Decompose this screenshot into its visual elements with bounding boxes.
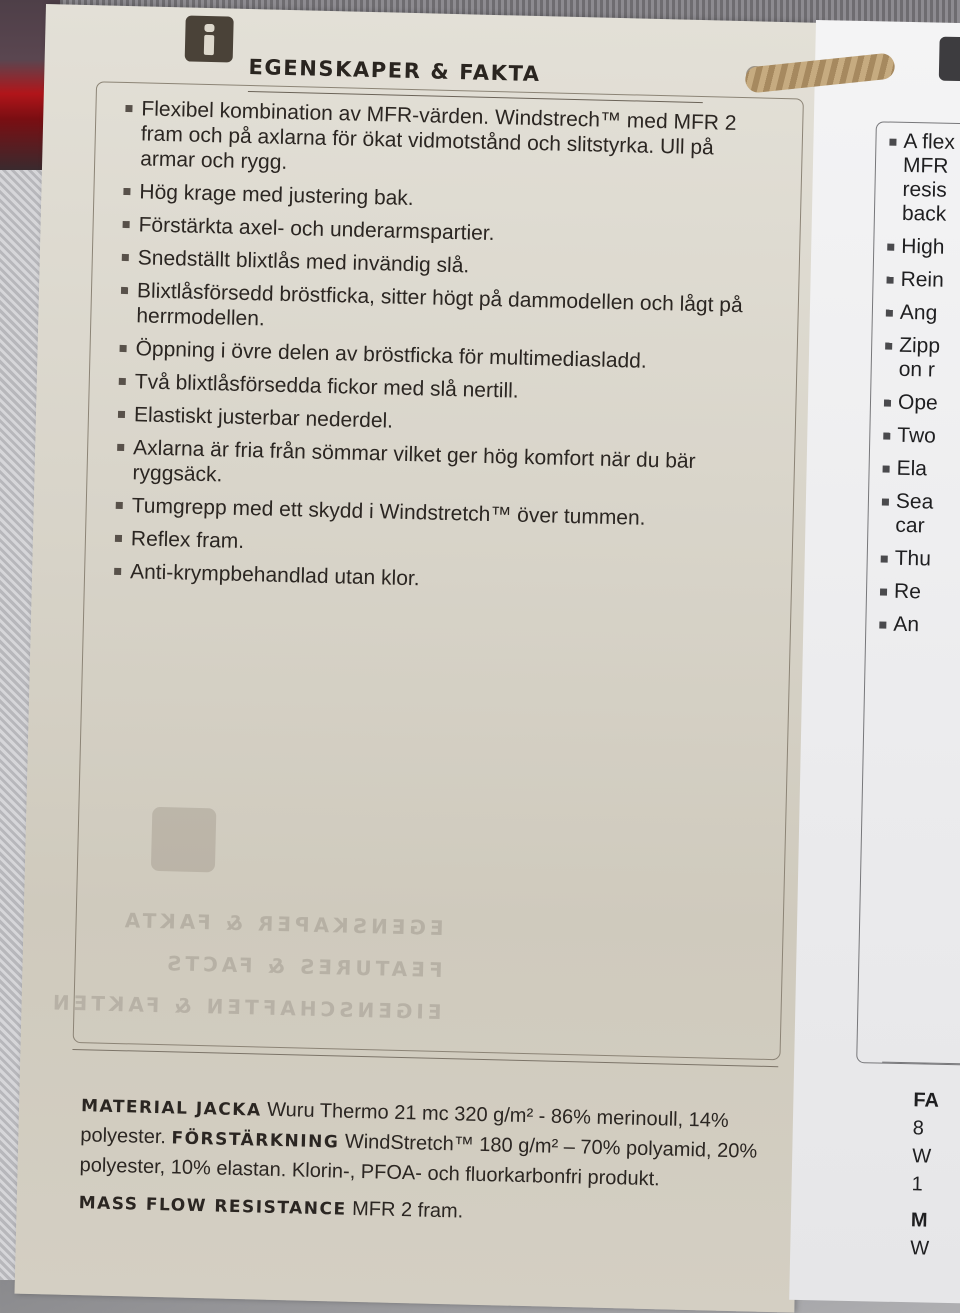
feature-item: Axlarna är fria från sömmar vilket ger hög komfort när du bär ryggsäck. — [116, 435, 757, 501]
material-line: FA — [913, 1089, 940, 1112]
feature-item: Tumgrepp med ett skydd i Windstretch™ över tummen. — [115, 493, 755, 534]
feature-item: Two — [883, 424, 949, 449]
features-list — [114, 96, 766, 607]
feature-item: Thu — [880, 546, 946, 571]
feature-item: back — [901, 201, 947, 226]
material-line: 8 — [912, 1117, 925, 1140]
reinforcement-label: FÖRSTÄRKNING — [171, 1128, 340, 1153]
feature-item: Elastiskt justerbar nederdel. — [118, 402, 758, 443]
feature-item: on r — [898, 357, 936, 382]
swedish-label-card — [14, 4, 825, 1313]
feature-item: Ope — [884, 391, 950, 416]
material-line: W — [911, 1145, 932, 1168]
feature-item: Snedställt blixtlås med invändig slå. — [122, 245, 762, 286]
material-note: Klorin-, PFOA- och fluorkarbonfri produkt. — [291, 1159, 661, 1191]
info-icon — [939, 37, 960, 82]
feature-item: Zipp — [885, 334, 951, 359]
material-label: MATERIAL JACKA — [80, 1096, 262, 1121]
card-heading: EGENSKAPER & FAKTA — [248, 54, 541, 87]
feature-item: Reflex fram. — [115, 526, 755, 567]
feature-item: Rein — [886, 268, 952, 293]
feature-item: car — [895, 513, 925, 538]
material-line: M — [910, 1209, 928, 1232]
show-through-text: EGENSKAPER & FAKTA FEATURES & FACTS EIGENSCHAFTEN & FAKTEN — [48, 804, 446, 1042]
ghost-info-icon — [151, 807, 217, 873]
material-line: 1 — [911, 1173, 923, 1196]
feature-item: Re — [880, 579, 946, 604]
material-line: W — [910, 1237, 930, 1260]
feature-item: Ela — [882, 456, 948, 481]
feature-item: High — [887, 235, 953, 260]
feature-item: Hög krage med justering bak. — [123, 179, 763, 220]
feature-item: Sea — [882, 489, 948, 514]
feature-item: Ang — [886, 301, 952, 326]
materials-section — [910, 1086, 939, 1262]
materials-section — [78, 1091, 771, 1235]
feature-item: Öppning i övre delen av bröstficka för multimediasladd. — [119, 336, 759, 377]
feature-item: Två blixtlåsförsedda fickor med slå nertill. — [118, 369, 758, 410]
mass-flow-label: MASS FLOW RESISTANCE — [78, 1193, 347, 1220]
english-label-card — [789, 20, 960, 1304]
features-list — [879, 130, 955, 647]
feature-item: Förstärkta axel- och underarmspartier. — [122, 212, 762, 253]
feature-item: Anti-krympbehandlad utan klor. — [114, 559, 754, 600]
feature-item: An — [879, 612, 945, 637]
info-icon — [185, 15, 234, 62]
feature-item: Blixtlåsförsedd bröstficka, sitter högt på dammodellen och lågt på herrmodellen. — [120, 278, 761, 344]
material-text: Wuru Thermo 21 mc 320 g/m² - 86% merinoull, 14% polyester. — [80, 1098, 729, 1149]
mass-flow-text: MFR 2 fram. — [351, 1197, 464, 1223]
feature-item: A flex — [889, 130, 955, 155]
feature-item: resis — [902, 177, 948, 202]
reinforcement-text: WindStretch™ 180 g/m² – 70% polyamid, 20% polyester, 10% elastan. — [79, 1130, 758, 1182]
feature-item: MFR — [902, 153, 949, 178]
feature-item: Flexibel kombination av MFR-värden. Windstrech™ med MFR 2 fram och på axlarna för ökat vidmotstånd och slitstyrka. Ull på armar och rygg. — [124, 96, 766, 187]
